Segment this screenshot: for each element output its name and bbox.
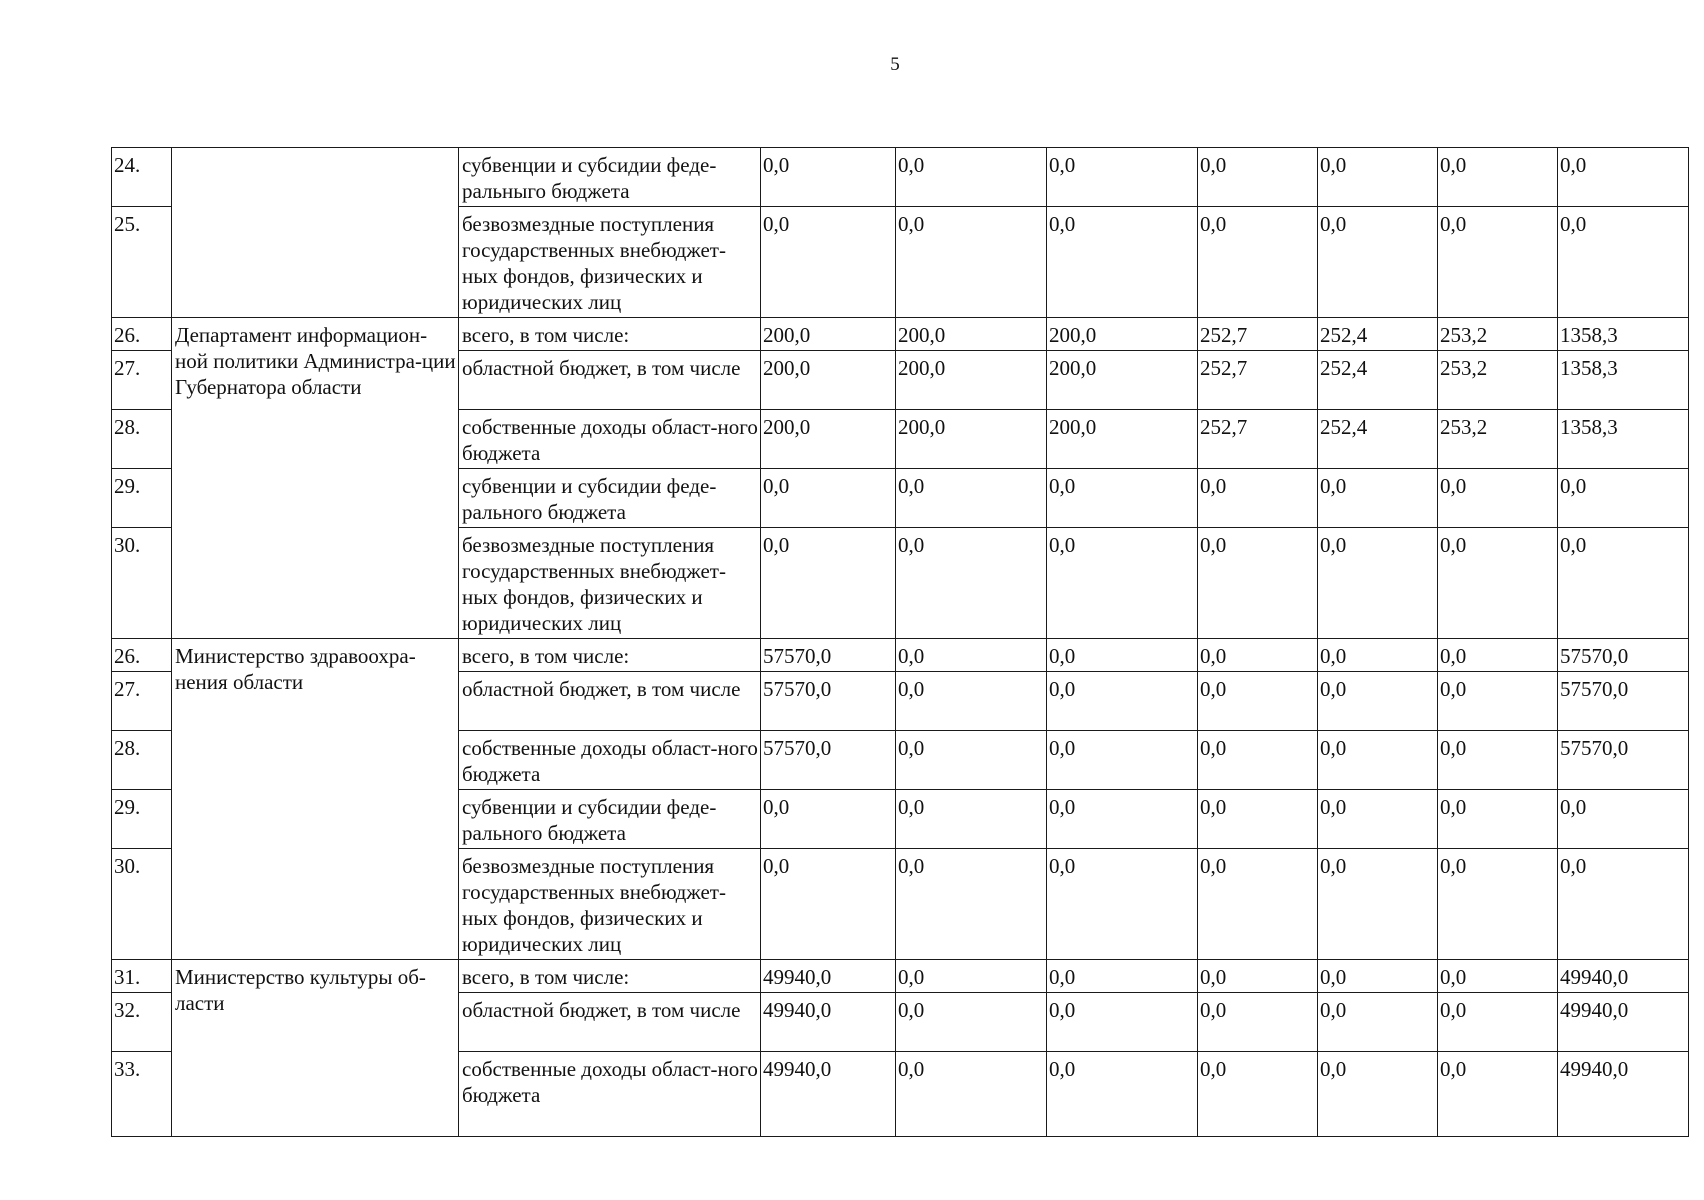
funding-source: областной бюджет, в том числе (459, 993, 761, 1052)
row-number: 30. (112, 528, 172, 639)
amount-cell: 0,0 (1438, 528, 1558, 639)
amount-cell: 252,7 (1198, 318, 1318, 351)
amount-cell: 0,0 (1047, 849, 1198, 960)
amount-cell: 0,0 (1318, 528, 1438, 639)
amount-cell: 0,0 (1438, 639, 1558, 672)
funding-source: всего, в том числе: (459, 960, 761, 993)
amount-cell: 0,0 (1318, 469, 1438, 528)
amount-cell: 49940,0 (1558, 960, 1689, 993)
budget-table (111, 147, 1689, 1137)
amount-cell: 0,0 (1558, 528, 1689, 639)
row-number: 24. (112, 148, 172, 207)
amount-cell: 0,0 (761, 469, 896, 528)
amount-cell: 0,0 (1318, 731, 1438, 790)
amount-cell: 0,0 (1047, 207, 1198, 318)
amount-cell: 0,0 (1047, 790, 1198, 849)
amount-cell: 0,0 (1438, 960, 1558, 993)
amount-cell: 0,0 (1198, 849, 1318, 960)
amount-cell: 0,0 (1047, 960, 1198, 993)
amount-cell: 57570,0 (1558, 672, 1689, 731)
amount-cell: 200,0 (896, 318, 1047, 351)
amount-cell: 0,0 (1198, 148, 1318, 207)
amount-cell: 0,0 (1198, 207, 1318, 318)
amount-cell: 49940,0 (761, 993, 896, 1052)
amount-cell: 0,0 (1318, 207, 1438, 318)
amount-cell: 0,0 (1558, 469, 1689, 528)
amount-cell: 0,0 (1438, 1052, 1558, 1137)
funding-source: безвозмездные поступления государственных внебюджет-ных фондов, физических и юридических лиц (459, 207, 761, 318)
organization-name (172, 148, 459, 318)
amount-cell: 0,0 (1198, 731, 1318, 790)
amount-cell: 0,0 (1558, 148, 1689, 207)
funding-source: всего, в том числе: (459, 639, 761, 672)
amount-cell: 57570,0 (1558, 731, 1689, 790)
amount-cell: 0,0 (1438, 207, 1558, 318)
amount-cell: 0,0 (1198, 993, 1318, 1052)
row-number: 28. (112, 731, 172, 790)
row-number: 26. (112, 639, 172, 672)
row-number: 29. (112, 790, 172, 849)
funding-source: собственные доходы област-ного бюджета (459, 1052, 761, 1137)
amount-cell: 253,2 (1438, 351, 1558, 410)
row-number: 28. (112, 410, 172, 469)
amount-cell: 0,0 (1198, 1052, 1318, 1137)
amount-cell: 0,0 (1438, 993, 1558, 1052)
amount-cell: 0,0 (1047, 731, 1198, 790)
amount-cell: 0,0 (1047, 1052, 1198, 1137)
amount-cell: 0,0 (896, 639, 1047, 672)
amount-cell: 0,0 (896, 148, 1047, 207)
amount-cell: 252,7 (1198, 410, 1318, 469)
row-number: 27. (112, 672, 172, 731)
amount-cell: 0,0 (1198, 790, 1318, 849)
table-row (112, 318, 1689, 351)
amount-cell: 0,0 (1047, 528, 1198, 639)
amount-cell: 0,0 (1198, 469, 1318, 528)
amount-cell: 1358,3 (1558, 318, 1689, 351)
amount-cell: 1358,3 (1558, 410, 1689, 469)
amount-cell: 0,0 (1318, 1052, 1438, 1137)
amount-cell: 0,0 (1047, 672, 1198, 731)
page-number: 5 (890, 54, 900, 75)
amount-cell: 0,0 (1047, 148, 1198, 207)
budget-table-body (112, 148, 1689, 1137)
funding-source: безвозмездные поступления государственных внебюджет-ных фондов, физических и юридических лиц (459, 528, 761, 639)
amount-cell: 0,0 (1318, 148, 1438, 207)
row-number: 31. (112, 960, 172, 993)
amount-cell: 0,0 (1318, 993, 1438, 1052)
funding-source: субвенции и субсидии феде-рального бюджета (459, 790, 761, 849)
amount-cell: 0,0 (1318, 790, 1438, 849)
amount-cell: 0,0 (896, 672, 1047, 731)
amount-cell: 0,0 (1438, 148, 1558, 207)
amount-cell: 0,0 (896, 207, 1047, 318)
amount-cell: 57570,0 (761, 672, 896, 731)
row-number: 26. (112, 318, 172, 351)
amount-cell: 0,0 (896, 849, 1047, 960)
amount-cell: 0,0 (896, 731, 1047, 790)
amount-cell: 0,0 (1198, 672, 1318, 731)
amount-cell: 0,0 (896, 993, 1047, 1052)
amount-cell: 200,0 (1047, 318, 1198, 351)
amount-cell: 0,0 (1558, 790, 1689, 849)
funding-source: субвенции и субсидии феде-ральныго бюджета (459, 148, 761, 207)
funding-source: областной бюджет, в том числе (459, 672, 761, 731)
amount-cell: 0,0 (1318, 672, 1438, 731)
row-number: 33. (112, 1052, 172, 1137)
amount-cell: 252,4 (1318, 410, 1438, 469)
amount-cell: 0,0 (1198, 528, 1318, 639)
amount-cell: 200,0 (761, 318, 896, 351)
amount-cell: 253,2 (1438, 410, 1558, 469)
amount-cell: 0,0 (1047, 639, 1198, 672)
amount-cell: 200,0 (896, 410, 1047, 469)
amount-cell: 0,0 (896, 1052, 1047, 1137)
amount-cell: 0,0 (1558, 207, 1689, 318)
organization-name: Министерство здравоохра-нения области (172, 639, 459, 960)
amount-cell: 0,0 (761, 148, 896, 207)
amount-cell: 200,0 (761, 410, 896, 469)
amount-cell: 252,4 (1318, 351, 1438, 410)
amount-cell: 0,0 (896, 528, 1047, 639)
row-number: 27. (112, 351, 172, 410)
funding-source: областной бюджет, в том числе (459, 351, 761, 410)
funding-source: безвозмездные поступления государственных внебюджет-ных фондов, физических и юридических лиц (459, 849, 761, 960)
row-number: 32. (112, 993, 172, 1052)
table-row (112, 639, 1689, 672)
funding-source: субвенции и субсидии феде-рального бюджета (459, 469, 761, 528)
amount-cell: 49940,0 (1558, 993, 1689, 1052)
funding-source: собственные доходы област-ного бюджета (459, 731, 761, 790)
amount-cell: 0,0 (896, 790, 1047, 849)
amount-cell: 0,0 (1318, 849, 1438, 960)
funding-source: всего, в том числе: (459, 318, 761, 351)
amount-cell: 49940,0 (1558, 1052, 1689, 1137)
amount-cell: 252,4 (1318, 318, 1438, 351)
table-row (112, 960, 1689, 993)
amount-cell: 0,0 (896, 469, 1047, 528)
amount-cell: 200,0 (896, 351, 1047, 410)
amount-cell: 0,0 (1198, 639, 1318, 672)
amount-cell: 0,0 (761, 790, 896, 849)
amount-cell: 0,0 (1438, 790, 1558, 849)
amount-cell: 253,2 (1438, 318, 1558, 351)
amount-cell: 200,0 (1047, 410, 1198, 469)
amount-cell: 0,0 (1318, 639, 1438, 672)
amount-cell: 49940,0 (761, 960, 896, 993)
amount-cell: 0,0 (1047, 993, 1198, 1052)
funding-source: собственные доходы област-ного бюджета (459, 410, 761, 469)
amount-cell: 200,0 (1047, 351, 1198, 410)
amount-cell: 200,0 (761, 351, 896, 410)
amount-cell: 0,0 (761, 849, 896, 960)
organization-name: Департамент информацион-ной политики Администра-ции Губернатора области (172, 318, 459, 639)
amount-cell: 0,0 (1047, 469, 1198, 528)
row-number: 25. (112, 207, 172, 318)
table-row (112, 148, 1689, 207)
amount-cell: 49940,0 (761, 1052, 896, 1137)
row-number: 30. (112, 849, 172, 960)
amount-cell: 57570,0 (761, 731, 896, 790)
amount-cell: 0,0 (1318, 960, 1438, 993)
amount-cell: 0,0 (1438, 672, 1558, 731)
amount-cell: 1358,3 (1558, 351, 1689, 410)
amount-cell: 57570,0 (761, 639, 896, 672)
amount-cell: 0,0 (761, 528, 896, 639)
amount-cell: 0,0 (1198, 960, 1318, 993)
amount-cell: 0,0 (1438, 731, 1558, 790)
amount-cell: 0,0 (896, 960, 1047, 993)
amount-cell: 0,0 (761, 207, 896, 318)
organization-name: Министерство культуры об-ласти (172, 960, 459, 1137)
amount-cell: 252,7 (1198, 351, 1318, 410)
row-number: 29. (112, 469, 172, 528)
amount-cell: 0,0 (1438, 469, 1558, 528)
amount-cell: 0,0 (1438, 849, 1558, 960)
amount-cell: 57570,0 (1558, 639, 1689, 672)
amount-cell: 0,0 (1558, 849, 1689, 960)
